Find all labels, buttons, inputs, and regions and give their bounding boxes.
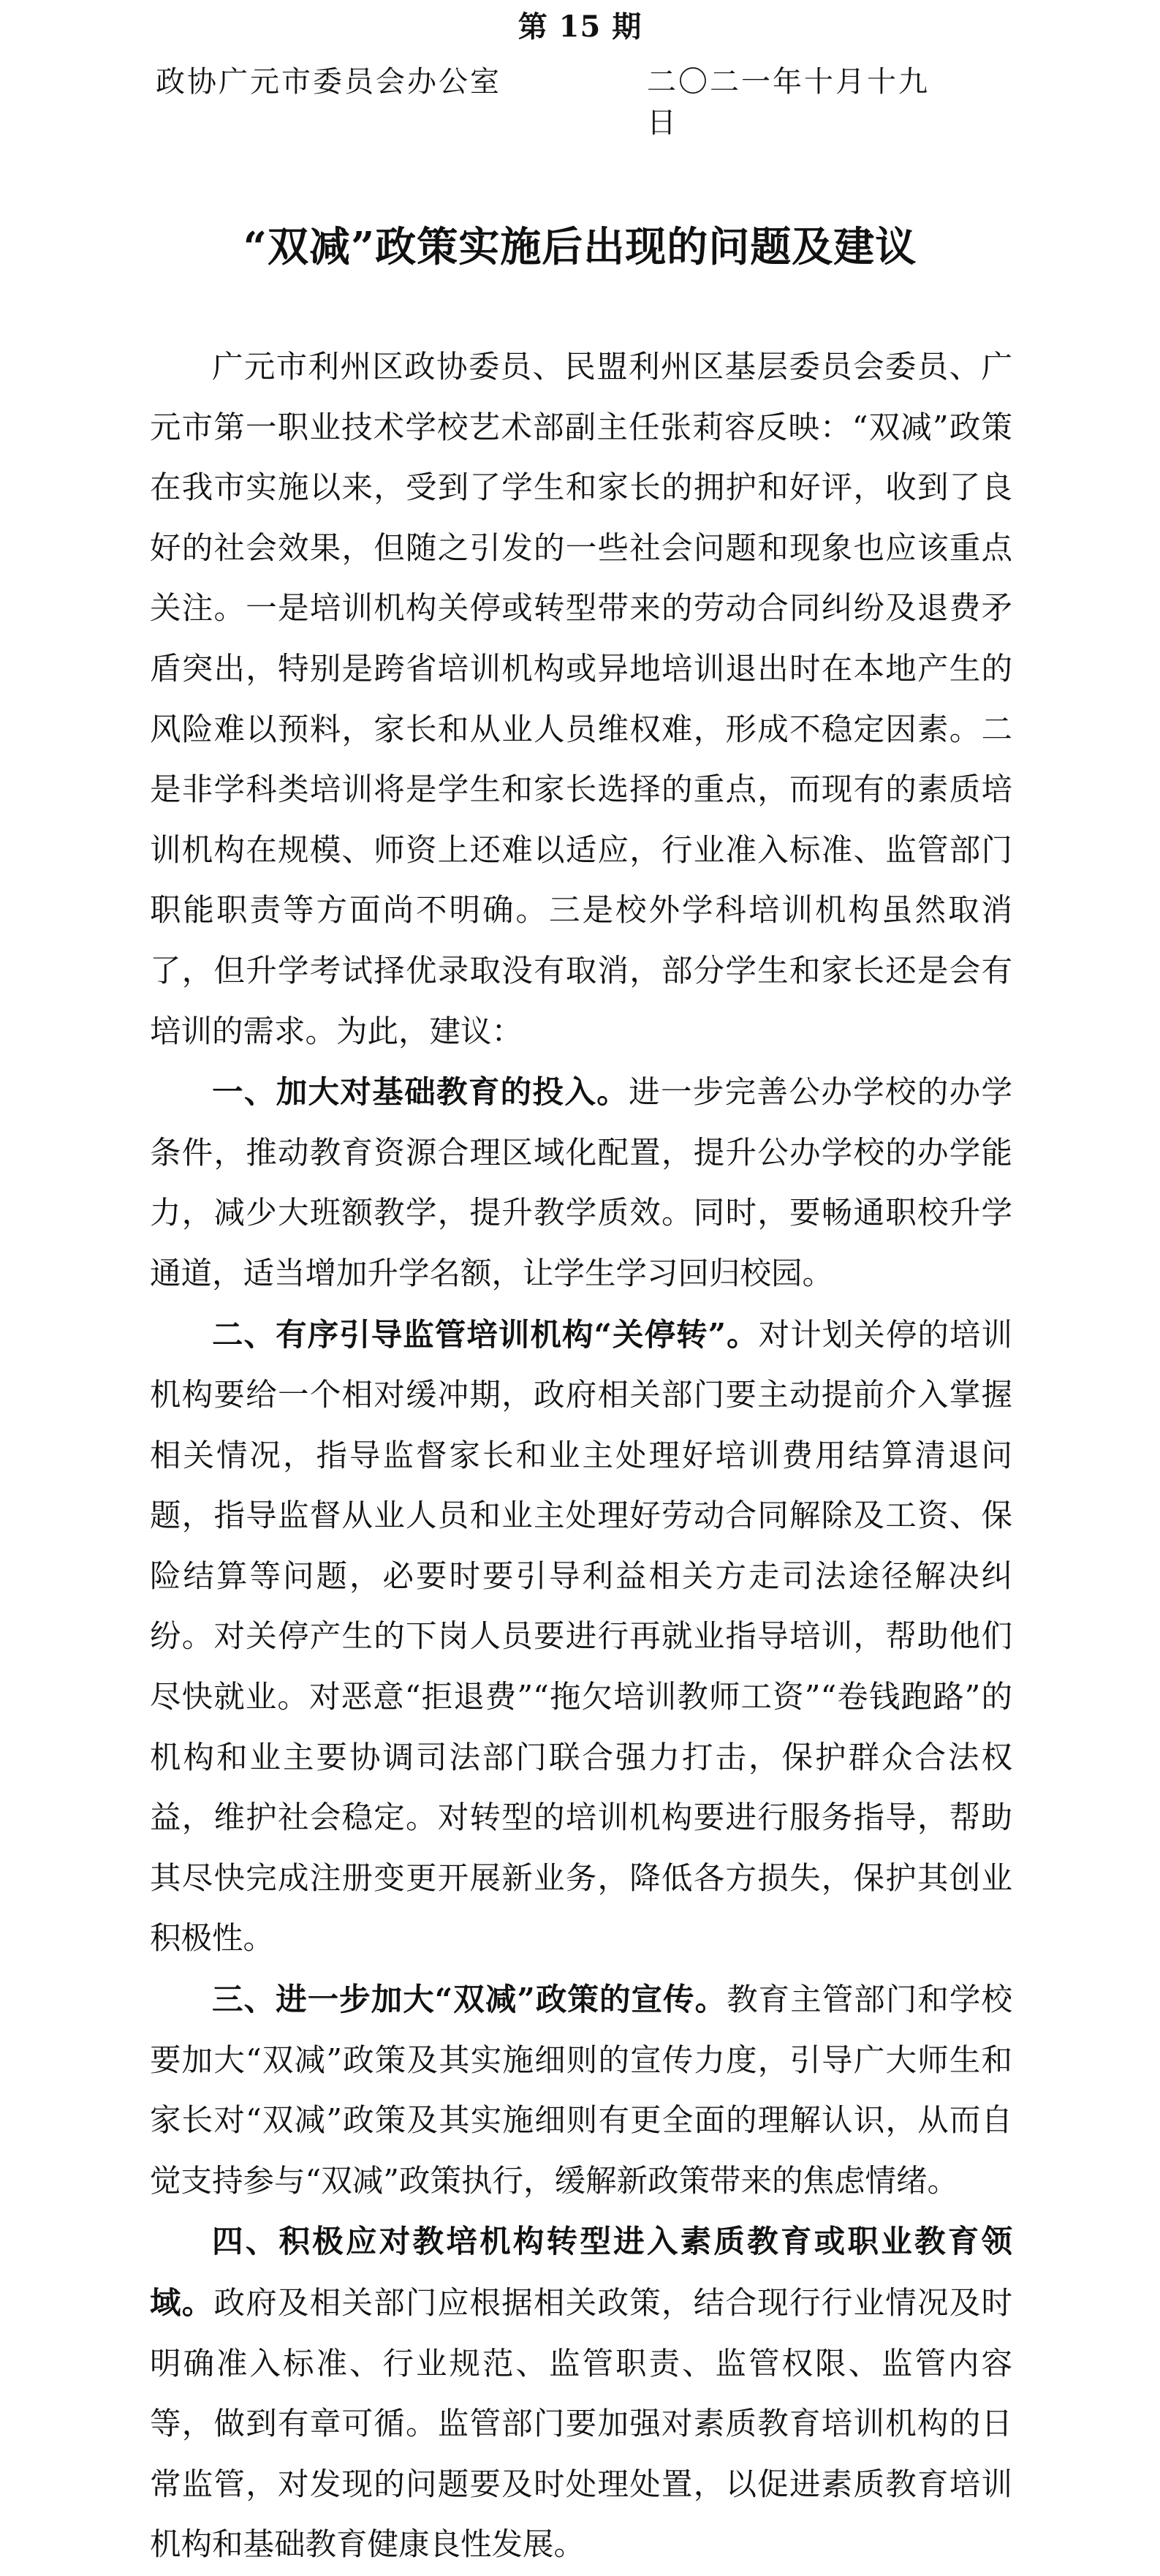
issue-date: 二〇二一年十月十九日: [647, 65, 930, 140]
suggestion-heading-1: 一、加大对基础教育的投入。: [212, 1074, 629, 1111]
suggestion-paragraph-2: [150, 1305, 1012, 1971]
suggestion-text-1: 进一步完善公办学校的办学条件，推动教育资源合理区域化配置，提升公办学校的办学能力，减少大班额教学，提升教学质效。同时，要畅通职校升学通道，适当增加升学名额，让学生学习回归校园。: [150, 1075, 1012, 1292]
intro-paragraph: 广元市利州区政协委员、民盟利州区基层委员会委员、广元市第一职业技术学校艺术部副主任张莉容反映：“双减”政策在我市实施以来，受到了学生和家长的拥护和好评，收到了良好的社会效果，但随之引发的一些社会问题和现象也应该重点关注。一是培训机构关停或转型带来的劳动合同纠纷及退费矛盾突出，特别是跨省培训机构或异地培训退出时在本地产生的风险难以预料，家长和从业人员维权难，形成不稳定因素。二是非学科类培训将是学生和家长选择的重点，而现有的素质培训机构在规模、师资上还难以适应，行业准入标准、监管部门职能职责等方面尚不明确。三是校外学科培训机构虽然取消了，但升学考试择优录取没有取消，部分学生和家长还是会有培训的需求。为此，建议：: [150, 350, 1012, 1050]
suggestion-heading-3: 三、进一步加大“双减”政策的宣传。: [212, 1982, 727, 2019]
suggestion-paragraph-4: [150, 2212, 1012, 2576]
suggestion-text-3: 教育主管部门和学校要加大“双减”政策及其实施细则的宣传力度，引导广大师生和家长对“双减”政策及其实施细则有更全面的理解认识，从而自觉支持参与“双减”政策执行，缓解新政策带来的焦虑情绪。: [150, 1982, 1012, 2199]
document-title: “双减”政策实施后出现的问题及建议: [243, 223, 917, 271]
suggestion-text-2: 对计划关停的培训机构要给一个相对缓冲期，政府相关部门要主动提前介入掌握相关情况，指导监督家长和业主处理好培训费用结算清退问题，指导监督从业人员和业主处理好劳动合同解除及工资、保险结算等问题，必要时要引导利益相关方走司法途径解决纠纷。对关停产生的下岗人员要进行再就业指导培训，帮助他们尽快就业。对恶意“拒退费”“拖欠培训教师工资”“卷钱跑路”的机构和业主要协调司法部门联合强力打击，保护群众合法权益，维护社会稳定。对转型的培训机构要进行服务指导，帮助其尽快完成注册变更开展新业务，降低各方损失，保护其创业积极性。: [150, 1317, 1012, 1957]
suggestion-heading-4: 四、积极应对教培机构转型进入素质教育或职业教育领域。: [150, 2224, 1012, 2322]
issue-number: 第 15 期: [518, 10, 642, 44]
suggestion-text-4: 政府及相关部门应根据相关政策，结合现行行业情况及时明确准入标准、行业规范、监管职责、监管权限、监管内容等，做到有章可循。监管部门要加强对素质教育培训机构的日常监管，对发现的问题要及时处理处置，以促进素质教育培训机构和基础教育健康良性发展。: [150, 2286, 1012, 2564]
issuing-organization: 政协广元市委员会办公室: [156, 65, 501, 99]
document-body: [150, 338, 1012, 2576]
masthead: [156, 61, 960, 140]
suggestion-paragraph-3: [150, 1970, 1012, 2212]
suggestion-paragraph-1: [150, 1062, 1012, 1304]
suggestion-heading-2: 二、有序引导监管培训机构“关停转”。: [212, 1316, 759, 1353]
